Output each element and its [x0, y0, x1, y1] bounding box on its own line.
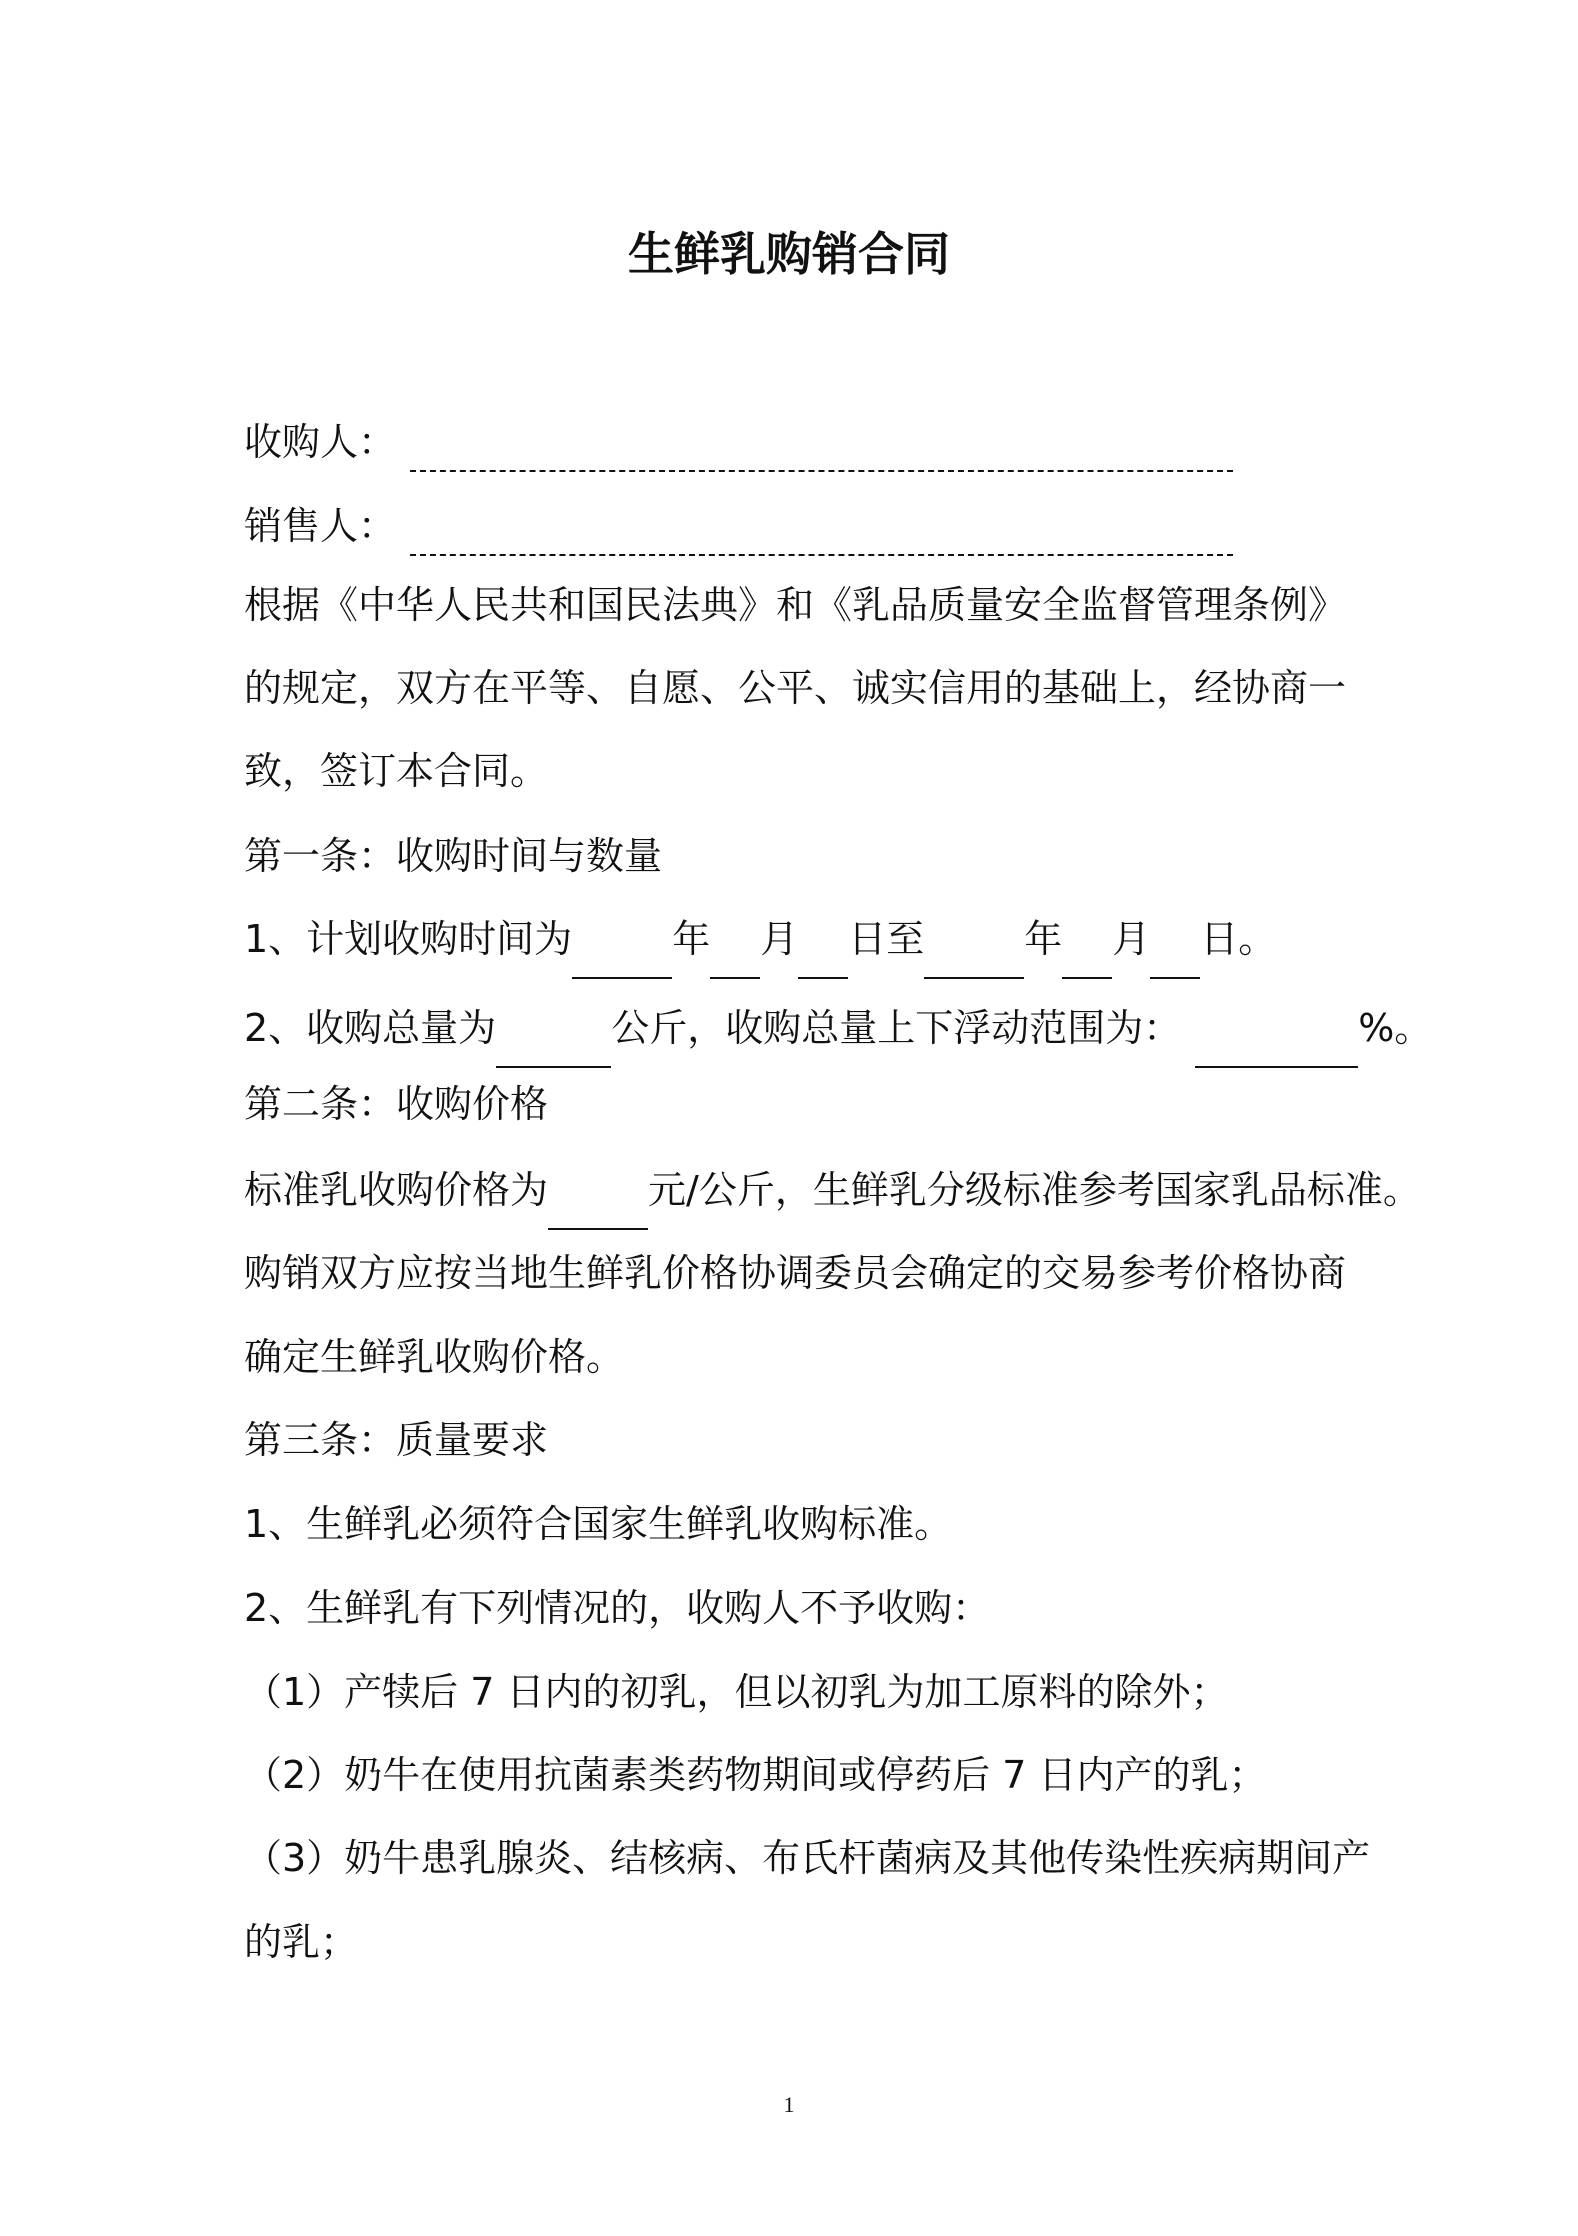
- article2-p3: 确定生鲜乳收购价格。: [244, 1335, 625, 1379]
- start-day-blank[interactable]: [798, 917, 848, 979]
- article1-heading: 第一条：收购时间与数量: [244, 834, 663, 878]
- start-year-blank[interactable]: [572, 917, 672, 979]
- quantity-blank[interactable]: [496, 1006, 611, 1068]
- article3-item1: 1、生鲜乳必须符合国家生鲜乳收购标准。: [244, 1502, 953, 1546]
- end-month-blank[interactable]: [1062, 917, 1112, 979]
- article3-sub3: （3）奶牛患乳腺炎、结核病、布氏杆菌病及其他传染性疾病期间产: [244, 1836, 1371, 1880]
- seller-blank[interactable]: [410, 504, 1233, 556]
- article1-item1: [244, 909, 1276, 969]
- text: 1、计划收购时间为: [244, 917, 573, 961]
- article3-item2: 2、生鲜乳有下列情况的，收购人不予收购：: [244, 1586, 991, 1630]
- text: 年: [1024, 917, 1063, 961]
- text: 标准乳收购价格为: [244, 1168, 549, 1212]
- end-day-blank[interactable]: [1150, 917, 1200, 979]
- article3-sub1: （1）产犊后 7 日内的初乳，但以初乳为加工原料的除外；: [244, 1670, 1229, 1714]
- article3-sub2: （2）奶牛在使用抗菌素类药物期间或停药后 7 日内产的乳；: [244, 1753, 1267, 1797]
- seller-label: 销售人：: [244, 504, 397, 548]
- text: 2、收购总量为: [244, 1006, 497, 1050]
- text: 月: [760, 917, 799, 961]
- preamble-line: 致，签订本合同。: [244, 749, 549, 793]
- text: 月: [1112, 917, 1151, 961]
- text: 元/公斤，生鲜乳分级标准参考国家乳品标准。: [648, 1168, 1421, 1212]
- preamble-line: 根据《中华人民共和国民法典》和《乳品质量安全监督管理条例》: [244, 583, 1347, 627]
- seller-line: [244, 496, 1233, 556]
- start-month-blank[interactable]: [710, 917, 760, 979]
- article2-heading: 第二条：收购价格: [244, 1082, 549, 1126]
- article2-p1: [244, 1160, 1421, 1220]
- article1-item2: [244, 998, 1432, 1058]
- end-year-blank[interactable]: [924, 917, 1024, 979]
- text: 年: [672, 917, 711, 961]
- text: 公斤，收购总量上下浮动范围为：: [611, 1006, 1182, 1050]
- buyer-blank[interactable]: [410, 420, 1233, 472]
- article3-sub3-cont: 的乳；: [244, 1920, 359, 1964]
- buyer-label: 收购人：: [244, 420, 397, 464]
- text: 日至: [848, 917, 925, 961]
- article2-p2: 购销双方应按当地生鲜乳价格协调委员会确定的交易参考价格协商: [244, 1251, 1347, 1295]
- buyer-line: [244, 412, 1233, 472]
- text: 日。: [1200, 917, 1277, 961]
- document-title: 生鲜乳购销合同: [628, 227, 950, 281]
- page-number: 1: [783, 2092, 795, 2117]
- price-blank[interactable]: [548, 1168, 648, 1230]
- preamble-line: 的规定，双方在平等、自愿、公平、诚实信用的基础上，经协商一: [244, 666, 1347, 710]
- text: %。: [1358, 1006, 1433, 1050]
- range-blank[interactable]: [1195, 1006, 1358, 1068]
- article3-heading: 第三条：质量要求: [244, 1418, 549, 1462]
